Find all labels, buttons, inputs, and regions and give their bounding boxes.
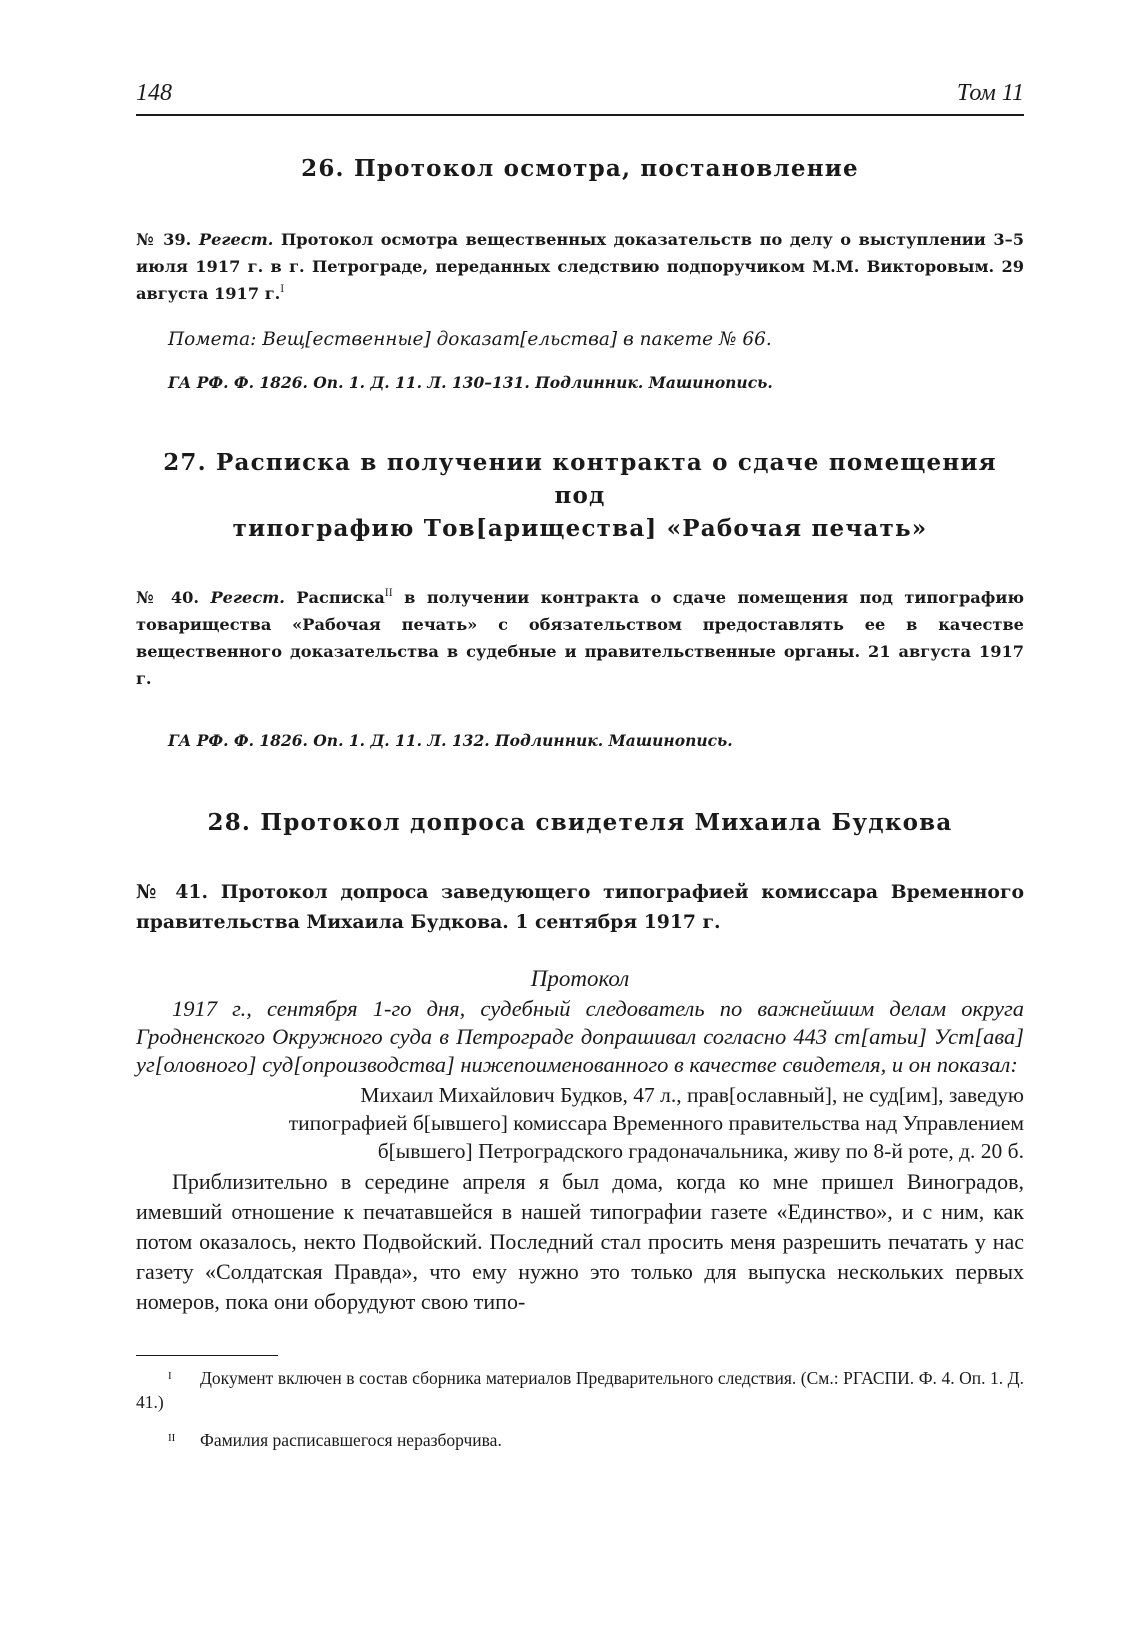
section-28-title: 28. Протокол допроса свидетеля Михаила Будкова [207,809,953,836]
regest-number: № 39. [136,230,192,249]
section-27-title-line2: типографию Тов[арищества] «Рабочая печать» [232,515,928,542]
regest-text: в получении контракта о сдаче помещения под типографию товарищества «Рабочая печать» с обязательством предоставлять ее в качестве вещественного доказательства в судебные и правительственные органы. 21 августа 1917 г. [136,588,1024,688]
section-27-archive: ГА РФ. Ф. 1826. Оп. 1. Д. 11. Л. 132. Подлинник. Машинопись. [168,731,733,750]
regest-label: Регест. [210,588,285,607]
section-26-regest [136,226,1024,307]
footnote-ref[interactable]: II [384,588,393,599]
document-heading: № 41. Протокол допроса заведующего типографией комиссара Временного правительства Михаила Будкова. 1 сентября 1917 г. [136,881,1024,933]
protocol-intro: 1917 г., сентября 1-го дня, судебный следователь по важнейшим делам округа Гродненского Окружного суда в Петрограде допрашивал согласно 443 ст[атьи] Уст[ава] уг[оловного] суд[опроизводства] нижепоименованного в качестве свидетеля, и он показал: [136,996,1024,1077]
footnote-divider [136,1355,278,1356]
regest-word: Расписка [296,588,385,607]
footnote: I Документ включен в состав сборника материалов Предварительного следствия. (См.: РГАСПИ. Ф. 4. Оп. 1. Д. 41.) [136,1368,1024,1412]
testimony-text: Приблизительно в середине апреля я был дома, когда ко мне пришел Виноградов, имевший отношение к печатавшейся в нашей типографии газете «Единство», и с ним, как потом оказалось, некто Подвойский. Последний стал просить меня разрешить печатать у нас газету «Солдатская Правда», что ему нужно это только для выпуска нескольких первых номеров, пока они оборудуют свою типо- [136,1169,1024,1314]
page [136,80,1024,1452]
section-27-regest [136,584,1024,692]
section-26-archive: ГА РФ. Ф. 1826. Оп. 1. Д. 11. Л. 130–131. Подлинник. Машинопись. [168,373,773,392]
footnote-ref[interactable]: I [280,284,285,295]
section-27-title [136,446,1024,545]
page-number: 148 [136,80,172,106]
document-label: Протокол [530,966,630,991]
section-26-note: Помета: Вещ[ественные] доказат[ельства] в пакете № 66. [168,329,772,350]
regest-text: Протокол осмотра вещественных доказательств по делу о выступлении 3–5 июля 1917 г. в г. Петрограде, переданных следствию подпоручиком М.М. Викторовым. 29 августа 1917 г. [136,230,1025,303]
witness-line: типографией б[ывшего] комиссара Временного правительства над Управлением [288,1111,1024,1135]
footnote: II Фамилия расписавшегося неразборчива. [168,1430,502,1450]
volume-label: Том 11 [956,80,1024,106]
witness-line: б[ывшего] Петроградского градоначальника, живу по 8-й роте, д. 20 б. [377,1139,1024,1163]
running-head [136,80,1024,116]
regest-number: № 40. [136,588,199,607]
section-26-title: 26. Протокол осмотра, постановление [301,155,859,182]
footnote-text: Документ включен в состав сборника материалов Предварительного следствия. (См.: РГАСПИ. Ф. 4. Оп. 1. Д. 41.) [136,1368,1024,1412]
regest-label: Регест. [198,230,274,249]
witness-line: Михаил Михайлович Будков, 47 л., прав[ославный], не суд[им], заведую [360,1083,1024,1107]
witness-data [136,1081,1024,1165]
section-27-title-line1: 27. Расписка в получении контракта о сдаче помещения под [163,449,997,509]
footnote-text: Фамилия расписавшегося неразборчива. [200,1430,502,1450]
